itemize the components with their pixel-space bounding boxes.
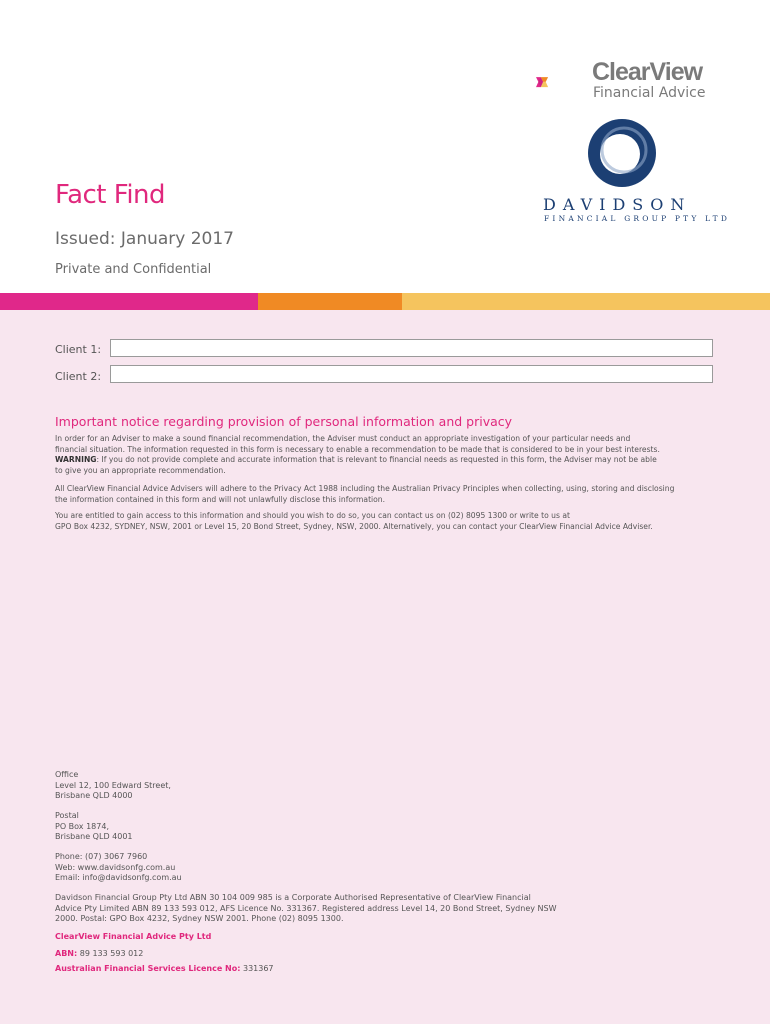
web-text: Web: www.davidsonfg.com.au [55, 862, 176, 872]
office-label: Office [55, 770, 79, 779]
disclosure-line: Davidson Financial Group Pty Ltd ABN 30 104 009 985 is a Corporate Authorised Representative of ClearView Financial [55, 893, 531, 902]
paragraph-line: financial situation. The information requested in this form is necessary to enable a recommendation to be made that is considered to be in your best interests. [55, 444, 660, 454]
abn-line [55, 949, 143, 958]
disclosure-line: 2000. Postal: GPO Box 4232, Sydney NSW 2001. Phone (02) 8095 1300. [55, 914, 344, 924]
postal-label: Postal [55, 811, 79, 820]
postal-line: PO Box 1874, [55, 821, 109, 831]
afsl-label: Australian Financial Services Licence No: [55, 964, 241, 973]
corporate-disclosure [55, 893, 575, 925]
office-address [55, 770, 171, 802]
page-title: Fact Find [55, 180, 166, 210]
color-band-yellow [402, 293, 770, 310]
davidson-logo-subtitle: FINANCIAL GROUP PTY LTD [544, 214, 731, 223]
postal-line: Brisbane QLD 4001 [55, 832, 133, 842]
clearview-company-name: ClearView Financial Advice Pty Ltd [55, 932, 212, 941]
paragraph-line: the information contained in this form and will not unlawfully disclose this information. [55, 494, 386, 504]
color-band-orange [258, 293, 402, 310]
clearview-logo-icon [536, 60, 586, 105]
paragraph-line: You are entitled to gain access to this information and should you wish to do so, you can contact us on (02) 8095 1300 or write to us at [55, 511, 570, 520]
client-1-label: Client 1: [55, 343, 102, 356]
privacy-paragraph-1 [55, 434, 705, 476]
abn-label: ABN: [55, 949, 78, 958]
color-band-pink [0, 293, 258, 310]
contact-details [55, 852, 182, 884]
phone-text: Phone: (07) 3067 7960 [55, 852, 148, 861]
paragraph-line: : If you do not provide complete and accurate information that is relevant to financial needs as requested in this form, the Adviser may not be able [96, 455, 657, 464]
paragraph-line: GPO Box 4232, SYDNEY, NSW, 2001 or Level 15, 20 Bond Street, Sydney, NSW, 2000. Alternatively, you can contact your ClearView Financial Advice Adviser. [55, 521, 653, 531]
afsl-line [55, 964, 274, 973]
warning-label: WARNING [55, 455, 97, 464]
davidson-emblem-icon [584, 117, 660, 189]
disclosure-line: Advice Pty Limited ABN 89 133 593 012, AFS Licence No. 331367. Registered address Level 14, 20 Bond Street, Sydney NSW [55, 903, 557, 913]
client-1-field[interactable] [110, 339, 713, 357]
confidential-note: Private and Confidential [55, 262, 212, 277]
email-text: Email: info@davidsonfg.com.au [55, 873, 182, 883]
privacy-notice-title: Important notice regarding provision of personal information and privacy [55, 414, 513, 429]
client-2-field[interactable] [110, 365, 713, 383]
afsl-value: 331367 [240, 964, 274, 973]
davidson-logo-name: DAVIDSON [543, 195, 692, 214]
issued-date: Issued: January 2017 [55, 229, 234, 249]
paragraph-line: In order for an Adviser to make a sound financial recommendation, the Adviser must conduct an appropriate investigation of your particular needs and [55, 434, 631, 443]
paragraph-line: All ClearView Financial Advice Advisers will adhere to the Privacy Act 1988 including the Australian Privacy Principles when collecting, using, storing and disclosing [55, 484, 675, 493]
office-line: Brisbane QLD 4000 [55, 791, 133, 801]
privacy-paragraph-2 [55, 484, 705, 505]
clearview-logo-name: ClearView [592, 58, 703, 86]
abn-value: 89 133 593 012 [77, 949, 144, 958]
privacy-paragraph-3 [55, 511, 705, 532]
postal-address [55, 811, 133, 843]
office-line: Level 12, 100 Edward Street, [55, 780, 171, 790]
paragraph-line: to give you an appropriate recommendation. [55, 465, 226, 475]
client-2-label: Client 2: [55, 370, 102, 383]
clearview-logo-subtitle: Financial Advice [593, 85, 706, 101]
